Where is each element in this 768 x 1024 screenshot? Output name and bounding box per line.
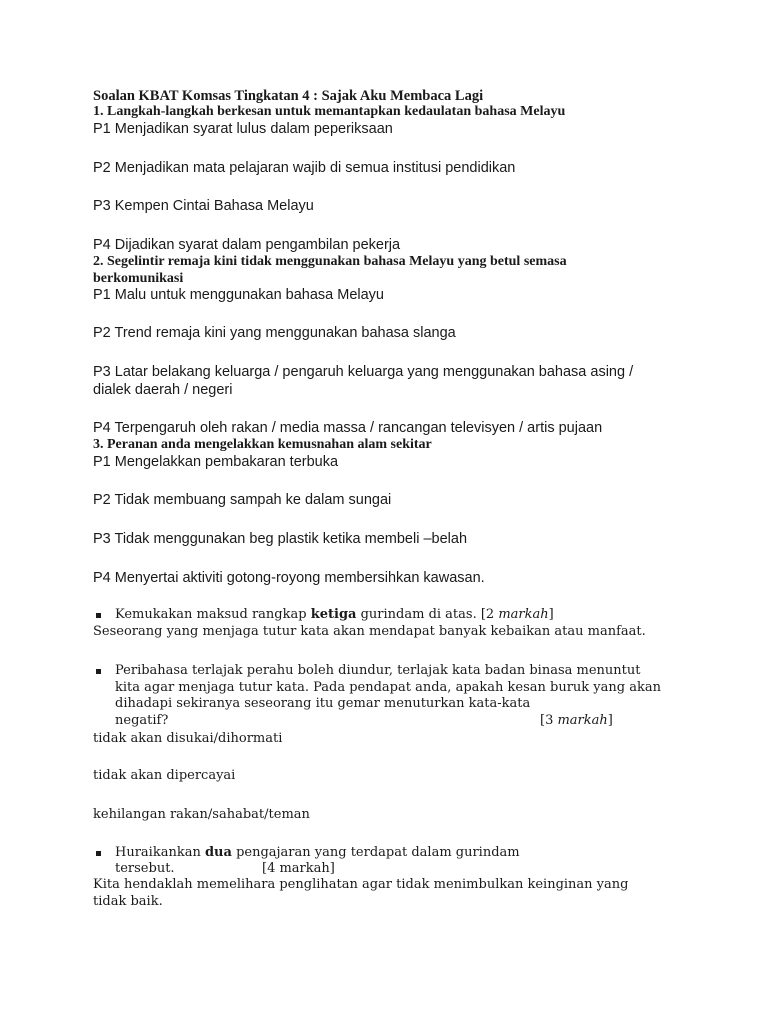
question-2-line: kita agar menjaga tutur kata. Pada pendapat anda, apakah kesan buruk yang akan — [115, 680, 661, 695]
answer-1: Seseorang yang menjaga tutur kata akan mendapat banyak kebaikan atau manfaat. — [93, 624, 646, 639]
question-1-emphasis: ketiga — [310, 607, 357, 622]
section-3-heading: 3. Peranan anda mengelakkan kemusnahan alam sekitar — [93, 437, 432, 452]
answer-2: tidak akan dipercayai — [93, 768, 236, 783]
question-1-marks-word: markah — [498, 607, 549, 622]
question-3-marks: [4 markah] — [262, 861, 335, 876]
section-3-point: P3 Tidak menggunakan beg plastik ketika membeli –belah — [93, 531, 468, 547]
section-2-heading: 2. Segelintir remaja kini tidak menggunakan bahasa Melayu yang betul semasa — [93, 254, 567, 269]
question-1-marks-close: ] — [548, 607, 554, 622]
question-3-text: Huraikankan — [115, 845, 205, 860]
bullet-icon — [96, 613, 101, 618]
section-2-point-cont: dialek daerah / negeri — [93, 382, 233, 398]
section-2-heading-cont: berkomunikasi — [93, 271, 184, 286]
section-2-point: P3 Latar belakang keluarga / pengaruh keluarga yang menggunakan bahasa asing / — [93, 364, 634, 380]
bullet-icon — [96, 851, 101, 856]
section-3-point: P1 Mengelakkan pembakaran terbuka — [93, 454, 339, 470]
question-2-line: Peribahasa terlajak perahu boleh diundur, terlajak kata badan binasa menuntut — [115, 663, 641, 678]
document-title: Soalan KBAT Komsas Tingkatan 4 : Sajak Aku Membaca Lagi — [93, 88, 484, 104]
question-3-emphasis: dua — [204, 845, 232, 860]
section-1-point: P2 Menjadikan mata pelajaran wajib di semua institusi pendidikan — [93, 160, 516, 176]
answer-3-cont: tidak baik. — [93, 894, 163, 909]
question-1-text: Kemukakan maksud rangkap — [115, 607, 311, 622]
section-1-point: P3 Kempen Cintai Bahasa Melayu — [93, 198, 314, 214]
question-2-line: negatif? — [115, 713, 169, 728]
question-3-line: tersebut. — [115, 861, 175, 876]
question-1 — [115, 607, 554, 622]
section-1-point: P1 Menjadikan syarat lulus dalam peperiksaan — [93, 121, 393, 137]
question-2-marks-open: [3 — [540, 713, 558, 728]
answer-2: tidak akan disukai/dihormati — [93, 731, 283, 746]
answer-3: Kita hendaklah memelihara penglihatan agar tidak menimbulkan keinginan yang — [93, 877, 629, 892]
question-1-text-cont: gurindam di atas. [2 — [356, 607, 499, 622]
bullet-icon — [96, 669, 101, 674]
section-2-point: P2 Trend remaja kini yang menggunakan bahasa slanga — [93, 325, 456, 341]
question-2-marks-close: ] — [607, 713, 613, 728]
question-2-marks-word: markah — [557, 713, 608, 728]
question-3 — [115, 845, 520, 860]
answer-2: kehilangan rakan/sahabat/teman — [93, 807, 310, 822]
question-2-marks — [540, 713, 613, 728]
section-1-heading: 1. Langkah-langkah berkesan untuk memantapkan kedaulatan bahasa Melayu — [93, 104, 566, 119]
section-3-point: P2 Tidak membuang sampah ke dalam sungai — [93, 492, 392, 508]
section-3-point: P4 Menyertai aktiviti gotong-royong membersihkan kawasan. — [93, 570, 485, 586]
question-2-line: dihadapi sekiranya seseorang itu gemar menuturkan kata-kata — [115, 696, 531, 711]
question-3-text-cont: pengajaran yang terdapat dalam gurindam — [231, 845, 520, 860]
section-2-point: P4 Terpengaruh oleh rakan / media massa / rancangan televisyen / artis pujaan — [93, 420, 603, 436]
section-1-point: P4 Dijadikan syarat dalam pengambilan pekerja — [93, 237, 401, 253]
section-2-point: P1 Malu untuk menggunakan bahasa Melayu — [93, 287, 384, 303]
